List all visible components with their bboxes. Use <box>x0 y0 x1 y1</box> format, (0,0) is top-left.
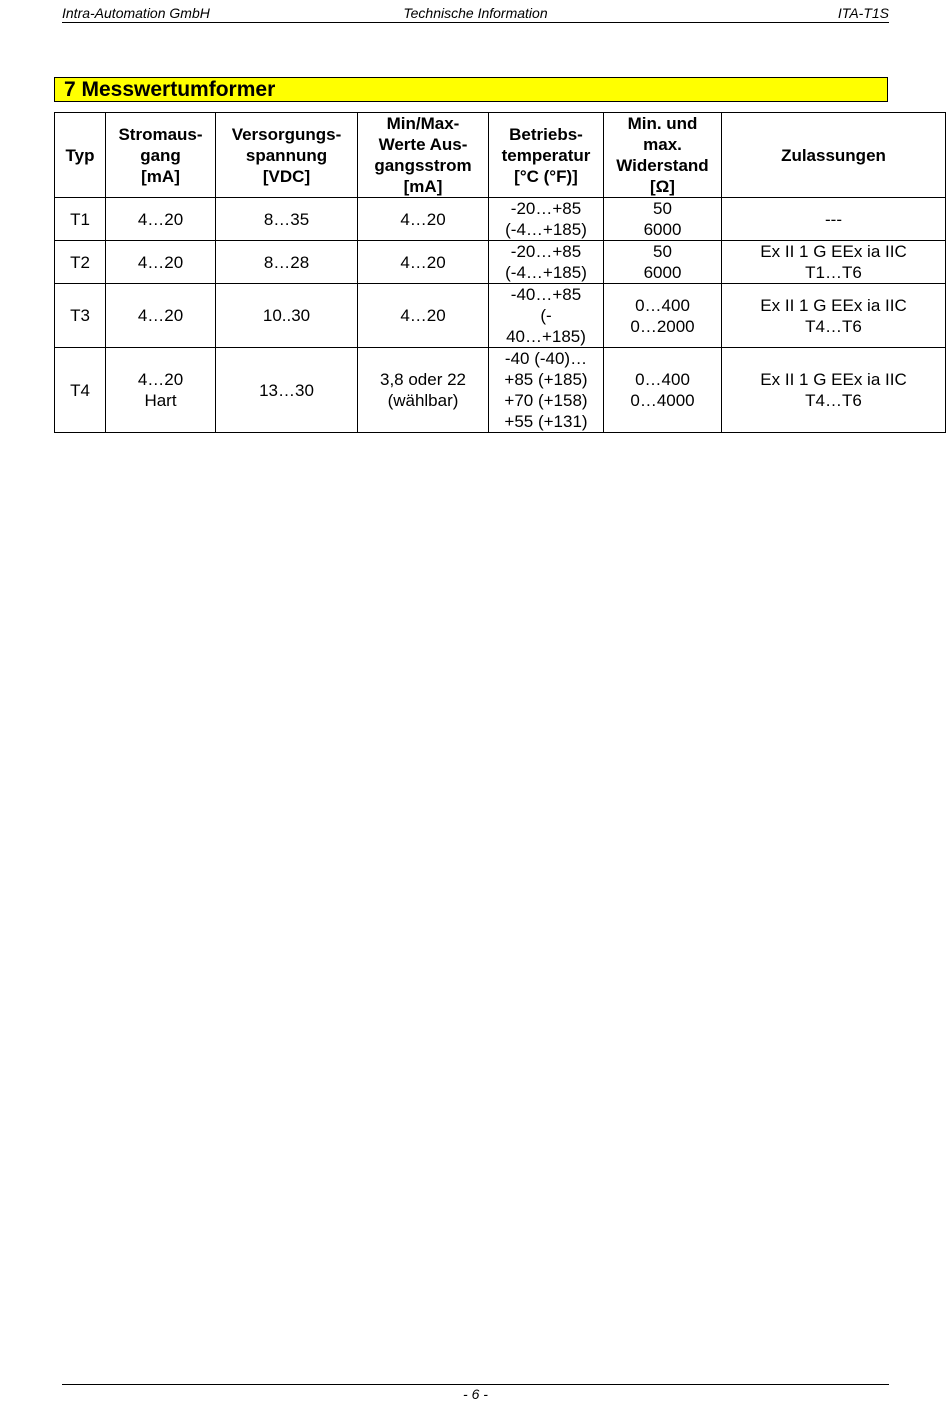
table-cell: -40…+85 (- 40…+185) <box>489 284 604 348</box>
table-cell: Ex II 1 G EEx ia IIC T1…T6 <box>722 241 946 284</box>
col-header-ausgangsstrom: Min/Max- Werte Aus- gangsstrom [mA] <box>358 113 489 198</box>
col-header-widerstand: Min. und max. Widerstand [Ω] <box>604 113 722 198</box>
table-cell: 10..30 <box>216 284 358 348</box>
section-title: 7 Messwertumformer <box>54 77 888 102</box>
table-cell: Ex II 1 G EEx ia IIC T4…T6 <box>722 284 946 348</box>
table-header-row <box>55 113 946 198</box>
table-cell: 4…20 <box>106 284 216 348</box>
table-row <box>55 348 946 433</box>
table-row <box>55 198 946 241</box>
table-cell: T3 <box>55 284 106 348</box>
table-row <box>55 241 946 284</box>
table-cell: 4…20 Hart <box>106 348 216 433</box>
table-cell: T1 <box>55 198 106 241</box>
table-cell: T4 <box>55 348 106 433</box>
col-header-zulassungen: Zulassungen <box>722 113 946 198</box>
table-cell: 4…20 <box>358 284 489 348</box>
spec-table <box>54 112 946 433</box>
page-footer <box>62 1384 889 1403</box>
table-cell: 0…400 0…4000 <box>604 348 722 433</box>
header-document-type: Technische Information <box>403 5 548 21</box>
table-cell: 3,8 oder 22 (wählbar) <box>358 348 489 433</box>
col-header-typ: Typ <box>55 113 106 198</box>
page-header <box>62 4 889 23</box>
table-cell: 8…28 <box>216 241 358 284</box>
table-cell: 4…20 <box>106 241 216 284</box>
table-cell: 4…20 <box>358 198 489 241</box>
table-cell: 4…20 <box>106 198 216 241</box>
table-cell: --- <box>722 198 946 241</box>
table-cell: 8…35 <box>216 198 358 241</box>
col-header-stromausgang: Stromaus- gang [mA] <box>106 113 216 198</box>
col-header-betriebstemperatur: Betriebs- temperatur [°C (°F)] <box>489 113 604 198</box>
table-cell: 0…400 0…2000 <box>604 284 722 348</box>
table-cell: 4…20 <box>358 241 489 284</box>
table-cell: T2 <box>55 241 106 284</box>
table-cell: 50 6000 <box>604 198 722 241</box>
table-cell: 13…30 <box>216 348 358 433</box>
header-product-code: ITA-T1S <box>837 5 889 21</box>
col-header-versorgungsspannung: Versorgungs- spannung [VDC] <box>216 113 358 198</box>
table-cell: -20…+85 (-4…+185) <box>489 198 604 241</box>
table-cell: Ex II 1 G EEx ia IIC T4…T6 <box>722 348 946 433</box>
header-company: Intra-Automation GmbH <box>62 5 210 21</box>
page-number: - 6 - <box>463 1386 488 1402</box>
table-cell: -40 (-40)… +85 (+185) +70 (+158) +55 (+131) <box>489 348 604 433</box>
table-row <box>55 284 946 348</box>
table-cell: -20…+85 (-4…+185) <box>489 241 604 284</box>
table-cell: 50 6000 <box>604 241 722 284</box>
